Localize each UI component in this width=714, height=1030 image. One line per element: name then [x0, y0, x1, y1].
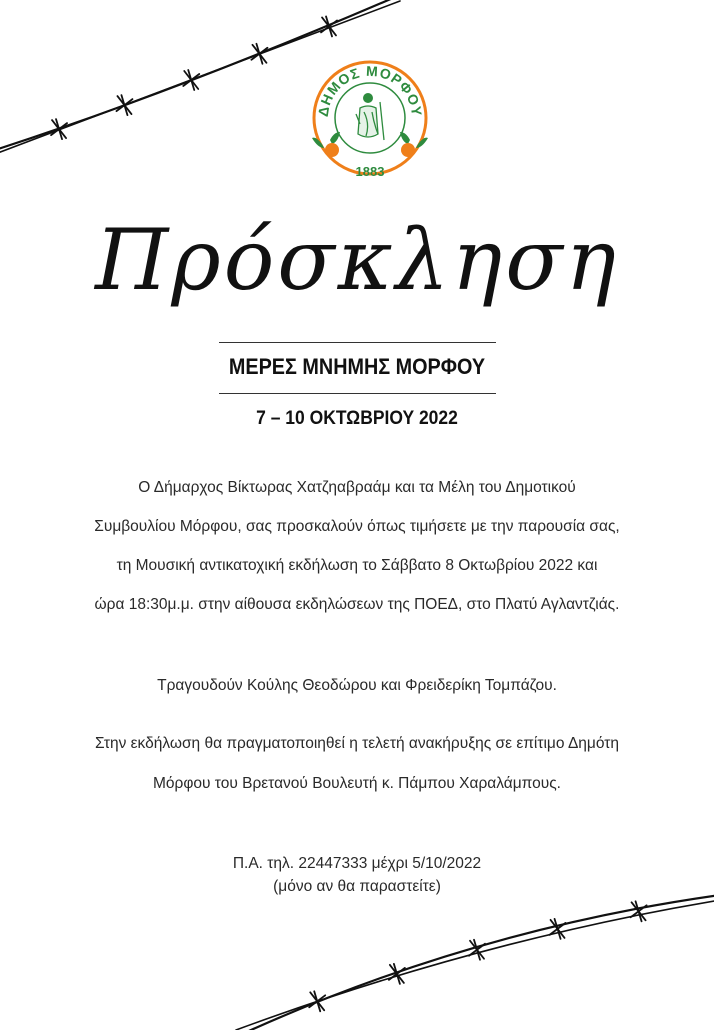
- barb-mark: [394, 964, 400, 984]
- event-dates: 7 – 10 ΟΚΤΩΒΡΙΟΥ 2022: [256, 408, 458, 429]
- barbed-wire-bottom-icon: [236, 895, 714, 1030]
- barb-mark: [390, 965, 404, 983]
- barb-mark: [183, 74, 199, 86]
- barb-mark: [326, 16, 332, 36]
- barb-mark: [252, 45, 266, 63]
- barb-mark: [116, 99, 132, 111]
- barb-mark: [550, 923, 566, 935]
- barb-mark: [188, 70, 194, 90]
- ceremony-text-line: Στην εκδήλωση θα πραγματοποιηθεί η τελετή ανακήρυξης σε επίτιμο Δημότη: [94, 735, 619, 752]
- municipality-logo: [308, 52, 432, 188]
- invitation-text-line: Συμβουλίου Μόρφου, σας προσκαλούν όπως τιμήσετε με την παρουσία σας,: [94, 518, 620, 535]
- divider-top: [219, 342, 496, 343]
- logo-year: 1883: [355, 164, 385, 179]
- invitation-text-line: τη Μουσική αντικατοχική εκδήλωση το Σάββατο 8 Οκτωβρίου 2022 και: [116, 557, 598, 574]
- barb-mark: [256, 44, 262, 64]
- ceremony-text-line: Μόρφου του Βρετανού Βουλευτή κ. Πάμπου Χαραλάμπους.: [153, 775, 561, 792]
- rsvp-note: (μόνο αν θα παραστείτε): [273, 878, 441, 895]
- barb-mark: [321, 20, 337, 32]
- page-title: Πρόσκληση: [95, 211, 619, 309]
- barb-mark: [632, 902, 646, 920]
- barb-mark: [470, 941, 484, 959]
- performers-text: Τραγουδούν Κούλης Θεοδώρου και Φρειδερίκη Τομπάζου.: [157, 677, 557, 694]
- rsvp-phone: Π.Α. τηλ. 22447333 μέχρι 5/10/2022: [232, 855, 482, 872]
- barb-mark: [251, 48, 267, 60]
- invitation-text-line: Ο Δήμαρχος Βίκτωρας Χατζηαβραάμ και τα Μέλη του Δημοτικού: [138, 479, 576, 496]
- barb-mark: [121, 95, 127, 115]
- barb-mark: [555, 919, 561, 939]
- event-title: ΜΕΡΕΣ ΜΝΗΜΗΣ ΜΟΡΦΟΥ: [228, 354, 486, 379]
- barb-mark: [314, 991, 320, 1011]
- barb-mark: [56, 119, 62, 139]
- barb-mark: [117, 96, 131, 114]
- logo-text: ΔΗΜΟΣ ΜΟΡΦΟΥ: [314, 62, 426, 118]
- barb-mark: [322, 17, 336, 35]
- barb-mark: [636, 901, 642, 921]
- barb-mark: [309, 995, 325, 1007]
- barb-mark: [310, 992, 324, 1010]
- barb-mark: [51, 123, 67, 135]
- barb-mark: [389, 968, 405, 980]
- barb-mark: [474, 940, 480, 960]
- barb-mark: [52, 120, 66, 138]
- barb-mark: [631, 905, 647, 917]
- barb-mark: [469, 944, 485, 956]
- barb-mark: [551, 920, 565, 938]
- invitation-text-line: ώρα 18:30μ.μ. στην αίθουσα εκδηλώσεων της ΠΟΕΔ, στο Πλατύ Αγλαντζιάς.: [94, 596, 620, 613]
- barb-mark: [184, 71, 198, 89]
- divider-bottom: [219, 393, 496, 394]
